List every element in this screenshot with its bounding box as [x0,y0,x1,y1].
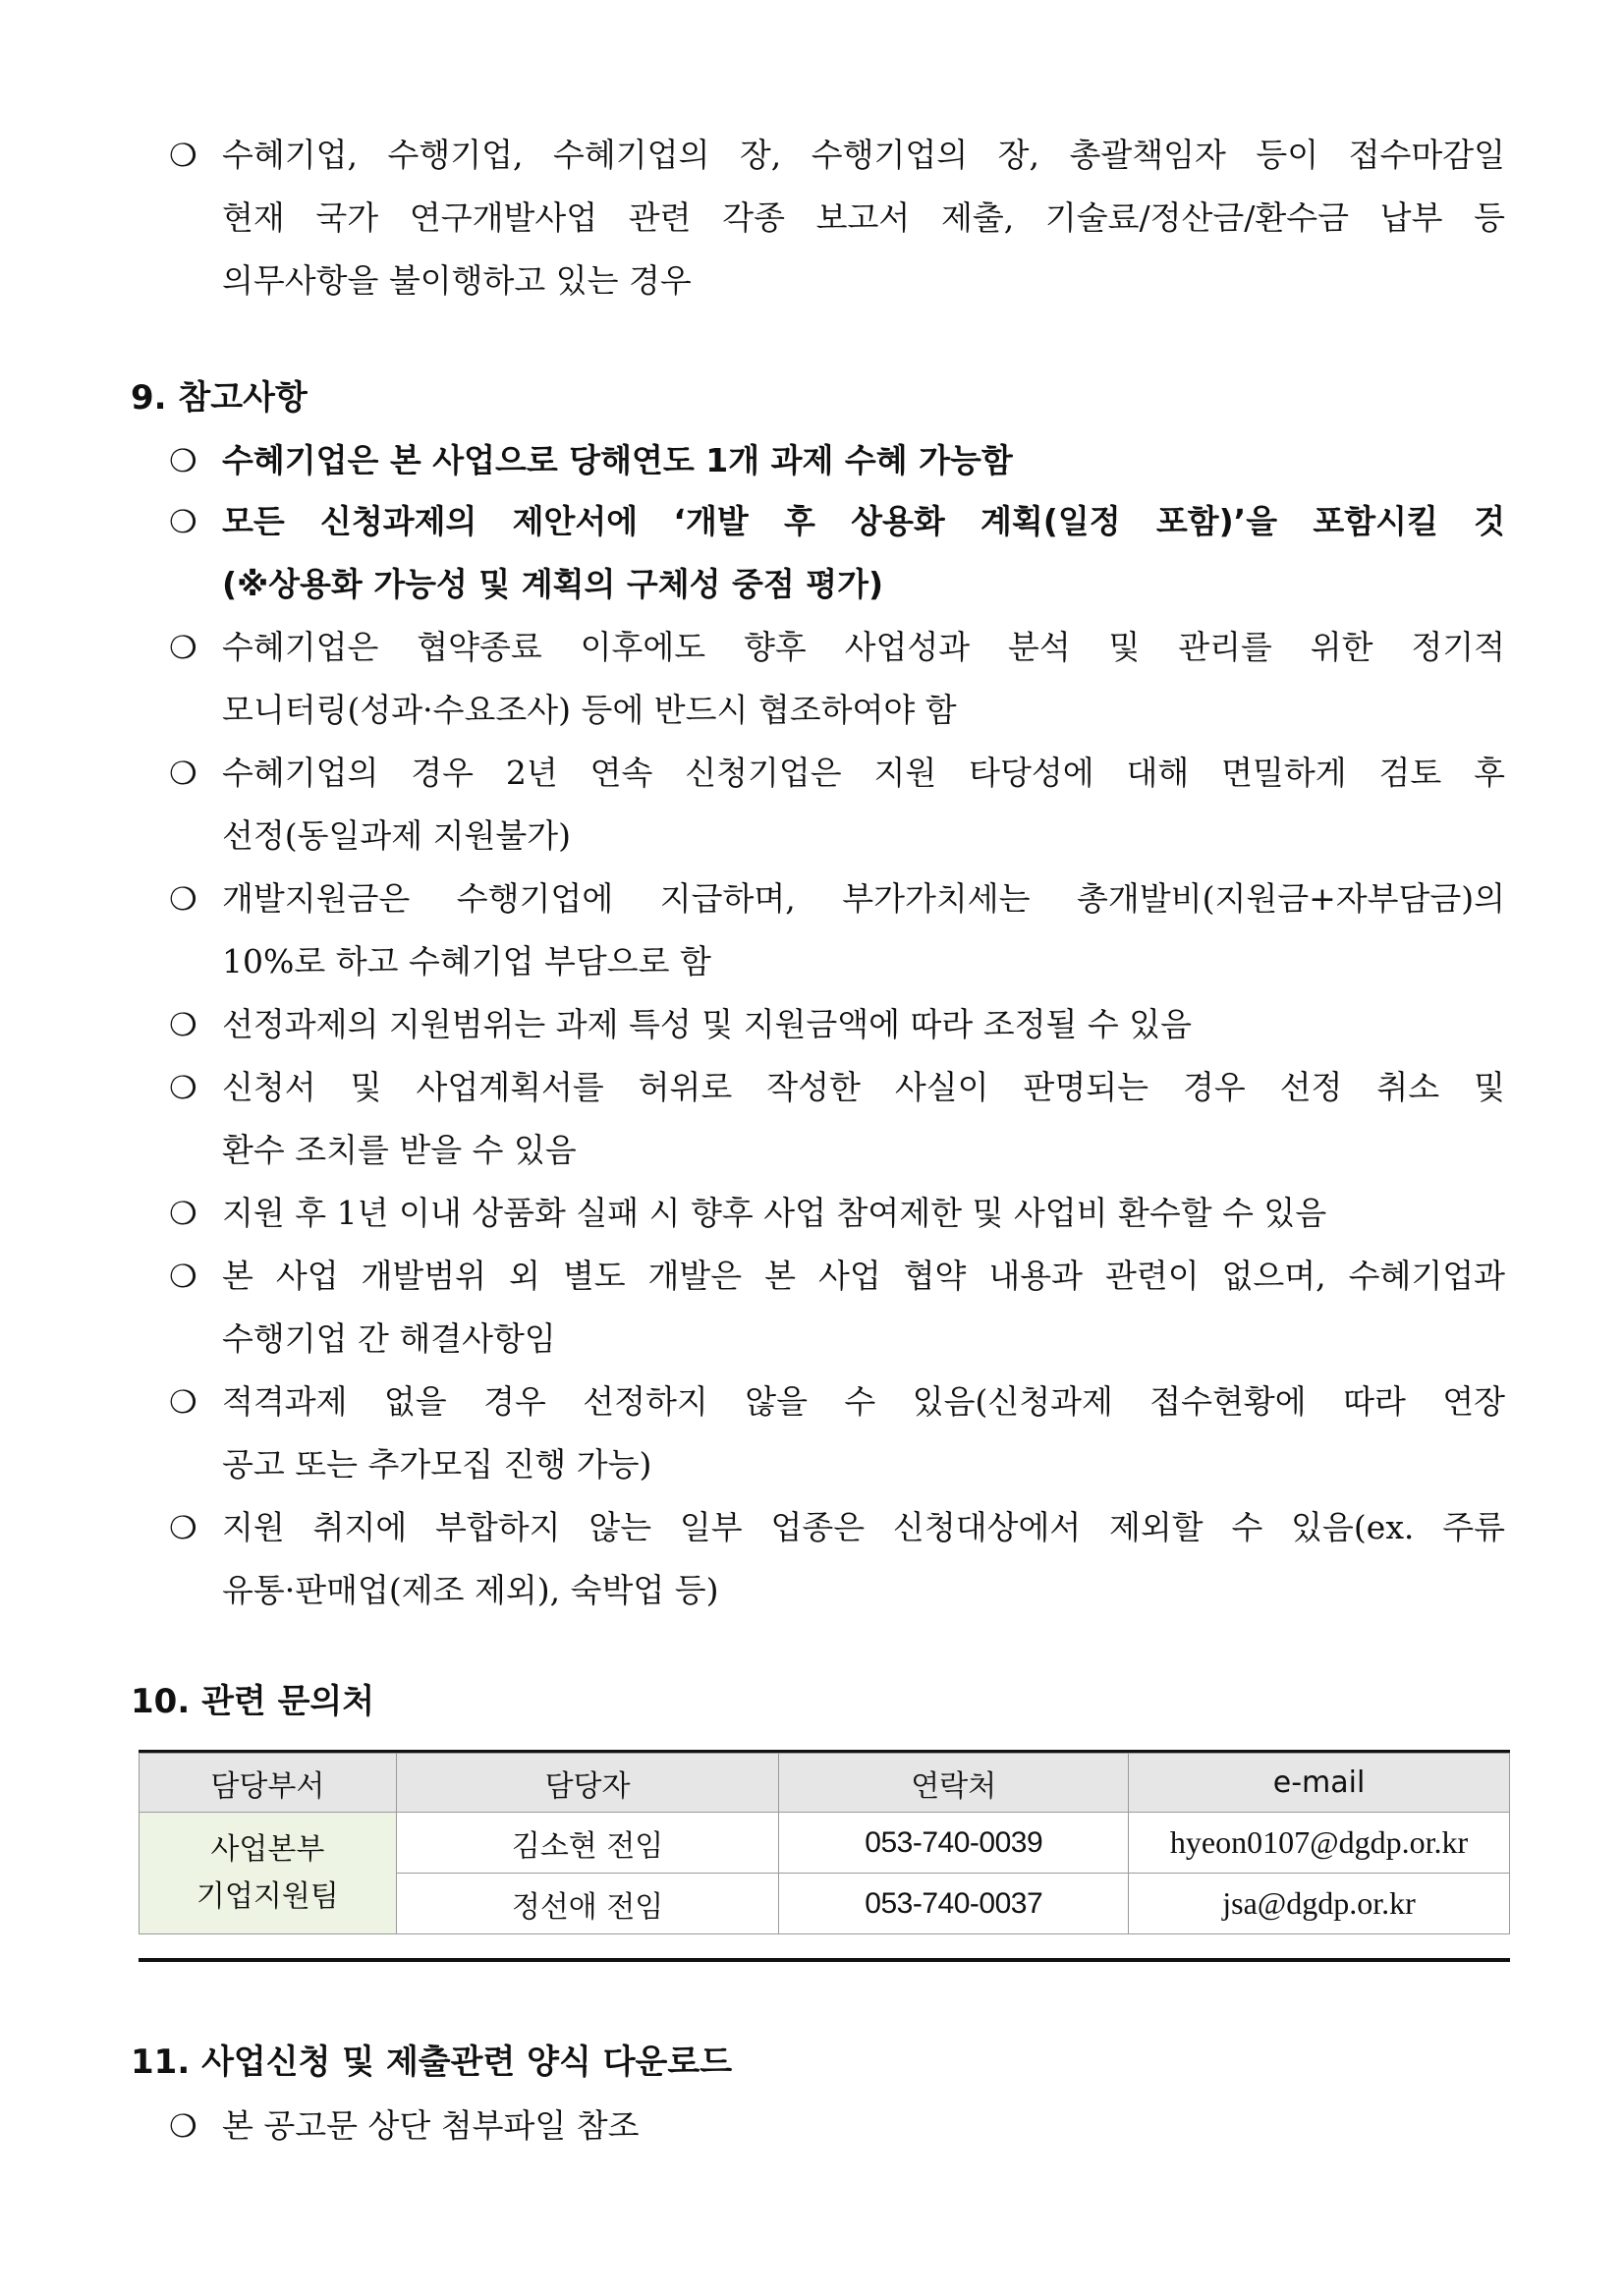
text-line: 수혜기업, 수행기업, 수혜기업의 장, 수행기업의 장, 총괄책임자 등이 접수마감일 [222,136,1505,174]
table-header-row [140,1754,1510,1813]
text-line: 의무사항을 불이행하고 있는 경우 [222,261,692,300]
text-line: 10%로 하고 수혜기업 부담으로 함 [222,942,711,980]
text-line: 지원 후 1년 이내 상품화 실패 시 향후 사업 참여제한 및 사업비 환수할 수 있음 [222,1194,1327,1232]
table-bottom-rule [139,1958,1510,1962]
text-line: 지원 취지에 부합하지 않는 일부 업종은 신청대상에서 제외할 수 있음(ex. 주류 [222,1508,1505,1546]
bullet-icon: ❍ [169,442,197,479]
list-item [169,1371,1505,1496]
list-item [169,993,1505,1056]
text-line: 선정과제의 지원범위는 과제 특성 및 지원금액에 따라 조정될 수 있음 [222,1005,1192,1043]
text-line: 수혜기업의 경우 2년 연속 신청기업은 지원 타당성에 대해 면밀하게 검토 후 [222,754,1505,792]
list-item [169,490,1505,616]
list-item [169,2095,1505,2157]
text-line: 모든 신청과제의 제안서에 ‘개발 후 상용화 계획(일정 포함)’을 포함시킬 것 [222,502,1505,540]
department-line: 사업본부 [210,1831,325,1867]
text-line: 본 사업 개발범위 외 별도 개발은 본 사업 협약 내용과 관련이 없으며, 수혜기업과 [222,1257,1505,1295]
column-header: e-mail [1129,1754,1510,1813]
bullet-icon: ❍ [169,755,197,792]
text-line: 환수 조치를 받을 수 있음 [222,1131,577,1169]
contact-table [139,1753,1510,1934]
bullet-icon: ❍ [169,1006,197,1043]
text-line: 선정(동일과제 지원불가) [222,816,572,855]
text-line: 신청서 및 사업계획서를 허위로 작성한 사실이 판명되는 경우 선정 취소 및 [222,1068,1505,1106]
bullet-icon: ❍ [169,1383,197,1421]
text-line: 유통·판매업(제조 제외), 숙박업 등) [222,1571,719,1609]
list-item [169,1245,1505,1371]
person-cell: 김소현 전임 [396,1813,779,1874]
text-line: 수행기업 간 해결사항임 [222,1319,556,1358]
phone-cell: 053-740-0037 [779,1874,1129,1934]
bullet-icon: ❍ [169,1509,197,1546]
text-line: 수혜기업은 협약종료 이후에도 향후 사업성과 분석 및 관리를 위한 정기적 [222,628,1505,666]
column-header: 담당부서 [140,1754,397,1813]
bullet-icon: ❍ [169,2107,197,2145]
bullet-icon: ❍ [169,1195,197,1232]
list-item [169,868,1505,993]
text-line: 모니터링(성과·수요조사) 등에 반드시 협조하여야 함 [222,691,957,729]
text-line: 수혜기업은 본 사업으로 당해연도 1개 과제 수혜 가능함 [222,441,1013,479]
email-cell: jsa@dgdp.or.kr [1129,1874,1510,1934]
department-line: 기업지원팀 [196,1878,339,1914]
section-10-heading: 10. 관련 문의처 [131,1682,375,1721]
bullet-icon: ❍ [169,137,197,174]
list-item [169,1182,1505,1245]
text-line: 본 공고문 상단 첨부파일 참조 [222,2106,640,2145]
text-line: 개발지원금은 수행기업에 지급하며, 부가가치세는 총개발비(지원금+자부담금)의 [222,879,1505,918]
list-item [169,429,1505,492]
list-item [169,616,1505,742]
bullet-icon: ❍ [169,629,197,666]
email-cell: hyeon0107@dgdp.or.kr [1129,1813,1510,1874]
phone-cell: 053-740-0039 [779,1813,1129,1874]
table-row [140,1813,1510,1874]
column-header: 담당자 [396,1754,779,1813]
bullet-icon: ❍ [169,1069,197,1106]
bullet-icon: ❍ [169,503,197,540]
list-item [169,1496,1505,1622]
section-11-heading: 11. 사업신청 및 제출관련 양식 다운로드 [131,2043,733,2082]
department-cell [140,1813,397,1934]
bullet-icon: ❍ [169,880,197,918]
person-cell: 정선애 전임 [396,1874,779,1934]
list-item [169,1056,1505,1182]
list-item [169,742,1505,868]
text-line: 현재 국가 연구개발사업 관련 각종 보고서 제출, 기술료/정산금/환수금 납부 등 [222,198,1505,237]
text-line: (※상용화 가능성 및 계획의 구체성 중점 평가) [222,565,884,603]
section-9-heading: 9. 참고사항 [131,378,308,418]
text-line: 공고 또는 추가모집 진행 가능) [222,1445,652,1484]
column-header: 연락처 [779,1754,1129,1813]
intro-item [169,124,1505,312]
bullet-icon: ❍ [169,1258,197,1295]
text-line: 적격과제 없을 경우 선정하지 않을 수 있음(신청과제 접수현황에 따라 연장 [222,1382,1505,1421]
